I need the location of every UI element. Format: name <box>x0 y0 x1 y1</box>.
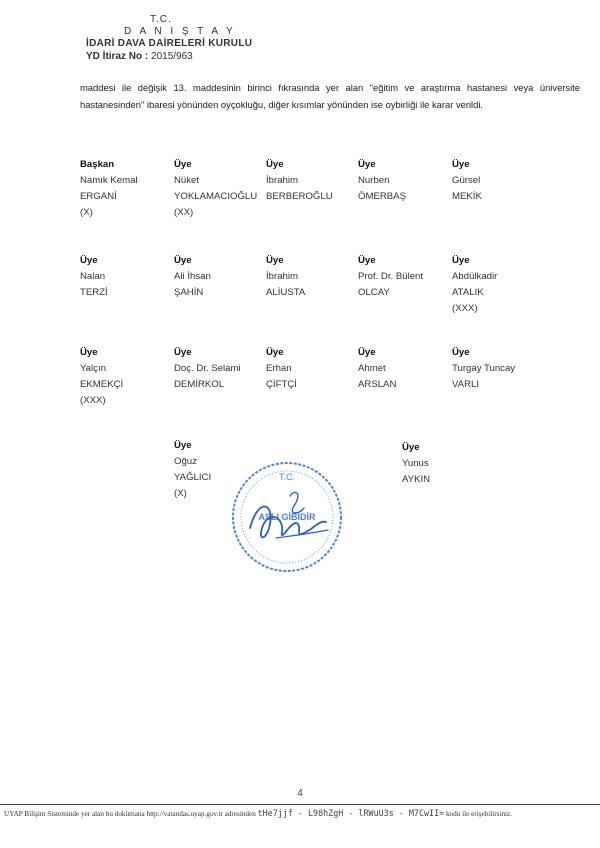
member-first-name: Prof. Dr. Bülent <box>358 271 424 282</box>
member-first-name: Erhan <box>266 363 292 374</box>
member-surname: ERGANİ <box>80 191 117 202</box>
footer-verification <box>4 808 596 818</box>
member-role: Başkan <box>80 159 115 170</box>
member-first-name: Abdülkadir <box>452 271 498 282</box>
member-signature-block <box>80 253 108 301</box>
member-first-name: Oğuz <box>174 456 197 467</box>
member-signature-block <box>402 440 430 488</box>
footer-divider <box>0 804 600 805</box>
member-surname: ÖMERBAŞ <box>358 191 406 202</box>
member-opinion-mark: (X) <box>174 488 187 499</box>
member-signature-block <box>452 345 515 393</box>
member-signature-block <box>80 345 123 409</box>
member-surname: EKMEKÇİ <box>80 379 124 390</box>
member-first-name: Turgay Tuncay <box>452 363 516 374</box>
member-opinion-mark: (XXX) <box>452 303 478 314</box>
member-role: Üye <box>358 159 376 170</box>
member-surname: VARLI <box>452 379 480 390</box>
member-surname: DEMİRKOL <box>174 379 225 390</box>
member-surname: ÇİFTÇİ <box>266 379 297 390</box>
header-tc: T.C. <box>150 14 172 25</box>
member-signature-block <box>174 253 211 301</box>
member-first-name: Doç. Dr. Selami <box>174 363 241 374</box>
member-first-name: Yunus <box>402 458 429 469</box>
member-signature-block <box>266 345 297 393</box>
verification-code: tHe7jjf - L98hZgH - lRWuU3s - M7CwII= <box>257 808 445 818</box>
member-role: Üye <box>452 347 470 358</box>
member-signature-block <box>174 157 257 221</box>
member-signature-block <box>266 253 305 301</box>
member-role: Üye <box>80 255 98 266</box>
member-role: Üye <box>452 159 470 170</box>
member-first-name: Nüket <box>174 175 200 186</box>
member-surname: OLCAY <box>358 287 390 298</box>
member-surname: YAĞLICI <box>174 472 212 483</box>
header-case-number <box>86 51 193 62</box>
member-first-name: İbrahim <box>266 175 298 186</box>
case-label: YD İtiraz No : <box>86 51 149 62</box>
member-role: Üye <box>266 347 284 358</box>
member-signature-block <box>452 253 497 317</box>
official-stamp <box>228 458 346 576</box>
member-role: Üye <box>358 255 376 266</box>
case-number: 2015/963 <box>151 51 193 62</box>
decision-paragraph: maddesi ile değişik 13. maddesinin birinci fıkrasında yer alan "eğitim ve araştırma hastanesi veya üniversite hastanesinden" ibaresi yönünden oyçokluğu, diğer kısımlar yönünden ise oybirliği ile karar verildi. <box>80 82 580 110</box>
member-first-name: Ahmet <box>358 363 386 374</box>
member-role: Üye <box>174 347 192 358</box>
member-surname: ATALIK <box>452 287 484 298</box>
member-role: Üye <box>174 159 192 170</box>
member-opinion-mark: (XX) <box>174 207 194 218</box>
member-signature-block <box>266 157 333 205</box>
footer-prefix: UYAP Bilişim Sisteminde yer alan bu dokümana http://vatandas.uyap.gov.tr adresinden <box>4 810 256 818</box>
member-first-name: Ali İhsan <box>174 271 211 282</box>
member-first-name: Nurben <box>358 175 390 186</box>
stamp-top-text: T.C. <box>278 472 296 482</box>
member-signature-block <box>452 157 482 205</box>
member-role: Üye <box>174 440 192 451</box>
member-signature-block <box>358 157 406 205</box>
member-role: Üye <box>452 255 470 266</box>
member-surname: BERBEROĞLU <box>266 191 333 202</box>
member-opinion-mark: (X) <box>80 207 93 218</box>
header-court: D A N I Ş T A Y <box>124 26 236 37</box>
member-role: Üye <box>80 347 98 358</box>
member-first-name: Yalçın <box>80 363 106 374</box>
member-surname: ŞAHİN <box>174 287 204 298</box>
member-first-name: İbrahim <box>266 271 298 282</box>
stamp-center-text: ASLI GİBİDİR <box>258 512 316 522</box>
member-role: Üye <box>174 255 192 266</box>
member-role: Üye <box>402 442 420 453</box>
member-surname: ALİUSTA <box>266 287 306 298</box>
member-opinion-mark: (XXX) <box>80 395 106 406</box>
member-surname: ARSLAN <box>358 379 397 390</box>
member-surname: YOKLAMACIOĞLU <box>174 191 258 202</box>
member-signature-block <box>80 157 138 221</box>
member-signature-block <box>358 345 396 393</box>
page-number: 4 <box>297 788 303 799</box>
member-role: Üye <box>266 159 284 170</box>
member-surname: TERZİ <box>80 287 108 298</box>
header-board: İDARİ DAVA DAİRELERİ KURULU <box>86 38 253 49</box>
member-surname: AYKIN <box>402 474 431 485</box>
member-signature-block <box>174 345 241 393</box>
member-first-name: Gürsel <box>452 175 481 186</box>
member-surname: MEKİK <box>452 191 482 202</box>
member-signature-block <box>174 438 211 502</box>
member-first-name: Nalan <box>80 271 106 282</box>
member-signature-block <box>358 253 423 301</box>
member-first-name: Namık Kemal <box>80 175 138 186</box>
member-role: Üye <box>266 255 284 266</box>
member-role: Üye <box>358 347 376 358</box>
footer-suffix: kodu ile erişebilirsiniz. <box>445 810 513 818</box>
